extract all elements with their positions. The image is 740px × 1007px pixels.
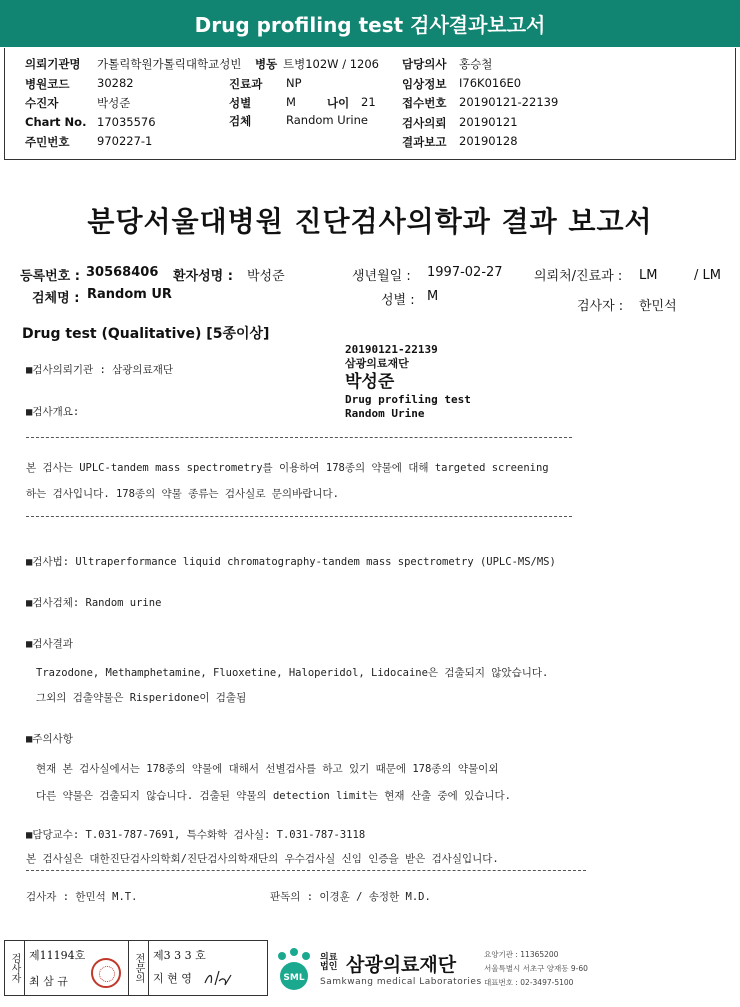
org-info-address: 서울특별시 서초구 양재동 9-60 bbox=[484, 964, 588, 973]
sex-value: M bbox=[286, 95, 296, 109]
divider bbox=[26, 870, 586, 871]
reviewer-sign-line: 판독의 : 이경훈 / 송정한 M.D. bbox=[270, 891, 431, 903]
section-title: Drug test (Qualitative) [5종이상] bbox=[22, 326, 270, 342]
signature-box bbox=[4, 940, 268, 996]
tester-signature-cell bbox=[25, 941, 129, 995]
report-value: 20190128 bbox=[459, 134, 518, 148]
result-line-1: Trazodone, Methamphetamine, Fluoxetine, Haloperidol, Lidocaine은 검출되지 않았습니다. bbox=[36, 667, 549, 679]
method-line: ■검사법: Ultraperformance liquid chromatography-tandem mass spectrometry (UPLC-MS/MS) bbox=[26, 556, 556, 568]
banner-title: Drug profiling test 검사결과보고서 bbox=[0, 0, 740, 47]
specimen-value: Random Urine bbox=[286, 113, 368, 127]
ward-label: 병동 bbox=[255, 57, 278, 71]
patient-name-value: 박성준 bbox=[247, 269, 285, 284]
institution-label: 의뢰기관명 bbox=[25, 57, 81, 71]
specialist-name: 지 현 영 bbox=[153, 972, 192, 985]
doctor-value: 홍승철 bbox=[459, 57, 493, 71]
divider bbox=[26, 516, 572, 517]
sticker-name: 박성준 bbox=[345, 372, 395, 392]
ward-value: 트병102W / 1206 bbox=[283, 57, 379, 71]
tester-sign-line: 검사자 : 한민석 M.T. bbox=[26, 891, 138, 903]
handwritten-signature-icon bbox=[203, 969, 233, 989]
org-info-phone: 대표번호 : 02-3497-5100 bbox=[484, 978, 574, 987]
patient-sex-label: 성별 : bbox=[381, 293, 415, 308]
ssn-value: 970227-1 bbox=[97, 134, 153, 148]
overview-line-2: 하는 검사입니다. 178종의 약물 종류는 검사실로 문의바랍니다. bbox=[26, 488, 339, 500]
request-value: 20190121 bbox=[459, 115, 518, 129]
age-value: 21 bbox=[361, 95, 376, 109]
report-header bbox=[4, 48, 736, 160]
overview-line-1: 본 검사는 UPLC-tandem mass spectrometry를 이용하여 178종의 약물에 대해 targeted screening bbox=[26, 462, 549, 474]
dept-value: NP bbox=[286, 76, 302, 90]
chart-label: Chart No. bbox=[25, 115, 87, 129]
sml-logo bbox=[272, 944, 482, 992]
org-name-en: Samkwang medical Laboratories bbox=[320, 976, 482, 987]
sticker-test: Drug profiling test bbox=[345, 393, 471, 406]
patient-sex-value: M bbox=[427, 289, 439, 304]
specialist-tag: 전문의 bbox=[129, 941, 149, 995]
notice-heading: ■주의사항 bbox=[26, 733, 73, 745]
hospital-code-value: 30282 bbox=[97, 76, 134, 90]
lab-line: ■검사의뢰기관 : 삼광의료재단 bbox=[26, 364, 174, 376]
contact-line: ■담당교수: T.031-787-7691, 특수화학 검사실: T.031-787-3118 bbox=[26, 829, 366, 841]
certification-line: 본 검사실은 대한진단검사의학회/진단검사의학재단의 우수검사실 신임 인증을 받은 검사실입니다. bbox=[26, 853, 499, 865]
receipt-label: 접수번호 bbox=[402, 96, 447, 110]
overview-heading: ■검사개요: bbox=[26, 406, 80, 418]
reg-no-label: 등록번호 : bbox=[20, 269, 80, 284]
request-label: 검사의뢰 bbox=[402, 116, 447, 130]
sex-label: 성별 bbox=[229, 96, 252, 110]
tester-name: 최 삼 규 bbox=[29, 975, 68, 988]
chart-value: 17035576 bbox=[97, 115, 156, 129]
tester-license: 제11194호 bbox=[29, 949, 86, 962]
hospital-code-label: 병원코드 bbox=[25, 77, 70, 91]
report-label: 결과보고 bbox=[402, 135, 447, 149]
specimen-name-value: Random UR bbox=[87, 287, 172, 302]
result-line-2: 그외의 검출약물은 Risperidone이 검출됨 bbox=[36, 692, 247, 704]
tester-name-row bbox=[29, 973, 124, 989]
specimen-label-sticker bbox=[345, 343, 520, 426]
requester-value-2: / LM bbox=[694, 268, 721, 283]
clinical-label: 임상정보 bbox=[402, 77, 447, 91]
tester-label: 검사자 : bbox=[577, 299, 624, 314]
requester-value-1: LM bbox=[639, 268, 658, 283]
age-label: 나이 bbox=[327, 96, 350, 110]
receipt-value: 20190121-22139 bbox=[459, 95, 559, 109]
patient-value: 박성준 bbox=[97, 96, 131, 110]
notice-line-2: 다른 약물은 검출되지 않습니다. 검출된 약물의 detection limit는 현재 산출 중에 있습니다. bbox=[36, 790, 511, 802]
sml-logo-icon bbox=[272, 944, 316, 992]
logo-text: SML bbox=[283, 973, 305, 983]
requester-label: 의뢰처/진료과 : bbox=[534, 269, 623, 284]
specialist-license: 제3 3 3 호 bbox=[153, 949, 206, 962]
seal-stamp-icon bbox=[91, 958, 121, 988]
specialist-name-row bbox=[153, 969, 263, 989]
specimen-name-label: 검체명 : bbox=[32, 291, 80, 306]
specimen-label: 검체 bbox=[229, 114, 252, 128]
specialist-signature-cell bbox=[149, 941, 267, 995]
reg-no-value: 30568406 bbox=[86, 265, 159, 280]
sticker-specimen: Random Urine bbox=[345, 407, 425, 420]
legal-label: 의료법인 bbox=[320, 953, 338, 972]
tester-value: 한민석 bbox=[639, 299, 677, 314]
doctor-label: 담당의사 bbox=[402, 57, 447, 71]
institution-value: 가톨릭학원가톨릭대학교성빈 bbox=[97, 57, 242, 71]
clinical-value: I76K016E0 bbox=[459, 76, 522, 90]
divider bbox=[26, 437, 572, 438]
org-info bbox=[484, 948, 588, 990]
org-info-code: 요양기관 : 11365200 bbox=[484, 950, 559, 959]
notice-line-1: 현재 본 검사실에서는 178종의 약물에 대해서 선별검사를 하고 있기 때문에 178종의 약물이외 bbox=[36, 763, 499, 775]
org-name: 삼광의료재단 bbox=[346, 953, 457, 976]
patient-label: 수진자 bbox=[25, 96, 59, 110]
result-heading: ■검사결과 bbox=[26, 638, 73, 650]
report-title: 분당서울대병원 진단검사의학과 결과 보고서 bbox=[87, 205, 653, 238]
sticker-org: 삼광의료재단 bbox=[345, 357, 409, 370]
tester-tag: 검사자 bbox=[5, 941, 25, 995]
patient-name-label: 환자성명 : bbox=[173, 269, 233, 284]
dob-value: 1997-02-27 bbox=[427, 265, 503, 280]
dept-label: 진료과 bbox=[229, 77, 263, 91]
dob-label: 생년월일 : bbox=[352, 269, 411, 284]
sticker-receipt: 20190121-22139 bbox=[345, 343, 438, 356]
specimen-line: ■검사검체: Random urine bbox=[26, 597, 162, 609]
ssn-label: 주민번호 bbox=[25, 135, 70, 149]
